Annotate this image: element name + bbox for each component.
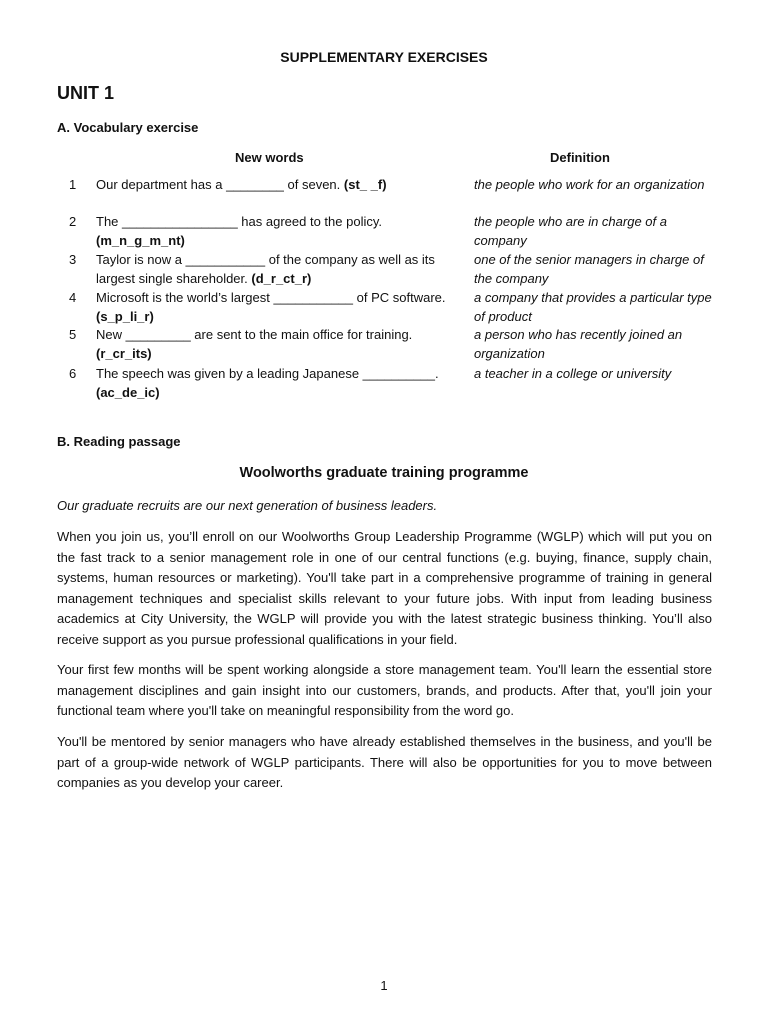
vocab-sentence-text: Microsoft is the world’s largest ___________ of PC software. [96, 290, 446, 305]
vocab-definition: the people who work for an organization [474, 177, 705, 192]
col-header-definition: Definition [550, 150, 610, 165]
vocab-hint: (st_ _f) [343, 177, 387, 192]
vocab-number: 5 [69, 327, 77, 342]
page-number: 1 [380, 978, 388, 993]
vocab-hint: (s_p_li_r) [96, 308, 154, 324]
col-header-new-words: New words [235, 150, 304, 165]
vocab-sentence [96, 213, 446, 250]
passage-title: Woolworths graduate training programme [239, 465, 529, 481]
vocab-number: 6 [69, 366, 77, 381]
passage-paragraph: Your first few months will be spent working alongside a store management team. You'll learn the essential store management disciplines and gain insight into our customers, brands, and products. After that, you'll join your functional team where you'll take on meaningful responsibility from the word go. [57, 662, 712, 719]
vocab-number: 3 [69, 252, 77, 267]
vocab-number: 1 [69, 177, 77, 192]
unit-title: UNIT 1 [57, 83, 115, 103]
document-title: SUPPLEMENTARY EXERCISES [280, 49, 488, 65]
vocab-sentence-text: The ________________ has agreed to the policy. [96, 214, 382, 229]
vocab-definition: one of the senior managers in charge of the company [474, 252, 704, 286]
vocab-hint: (ac_de_ic) [96, 384, 160, 400]
vocab-definition: a teacher in a college or university [474, 366, 672, 381]
vocab-definition: a person who has recently joined an organization [474, 327, 683, 361]
vocab-sentence [96, 251, 446, 288]
vocab-sentence-text: Taylor is now a ___________ of the company as well as its largest single shareholder. [96, 252, 435, 286]
vocab-sentence [96, 365, 446, 402]
vocab-hint: (r_cr_its) [96, 345, 152, 361]
vocab-sentence [96, 326, 446, 363]
passage-paragraph: You'll be mentored by senior managers who have already established themselves in the business, and you'll be part of a group-wide network of WGLP participants. There will also be opportunities for you to move between companies as you develop your career. [57, 734, 712, 791]
passage-paragraph: When you join us, you’ll enroll on our Woolworths Group Leadership Programme (WGLP) which will put you on the fast track to a senior management role in one of our central functions (e.g. buying, finance, supply chain, systems, human resources or marketing). You'll take part in a comprehensive programme of training in general management techniques and specialist skills relevant to your future jobs. With input from leading business academics at City University, the WGLP will provide you with the latest strategic business thinking. You’ll also receive support as you pursue professional qualifications in your field. [57, 529, 712, 647]
passage-intro: Our graduate recruits are our next generation of business leaders. [57, 498, 438, 513]
vocab-definition: a company that provides a particular type of product [474, 290, 712, 324]
vocab-sentence-text: The speech was given by a leading Japanese __________. [96, 366, 439, 381]
vocab-number: 2 [69, 214, 77, 229]
vocab-sentence [96, 289, 446, 326]
reading-heading: B. Reading passage [57, 434, 181, 449]
vocab-hint: (d_r_ct_r) [251, 270, 312, 286]
vocab-number: 4 [69, 290, 77, 305]
vocabulary-heading: A. Vocabulary exercise [57, 120, 199, 135]
vocab-sentence-text: Our department has a ________ of seven. [96, 177, 341, 192]
vocab-sentence-text: New _________ are sent to the main office for training. [96, 327, 413, 342]
vocab-sentence [96, 176, 446, 195]
vocab-definition: the people who are in charge of a company [474, 214, 667, 248]
vocab-hint: (m_n_g_m_nt) [96, 232, 185, 248]
